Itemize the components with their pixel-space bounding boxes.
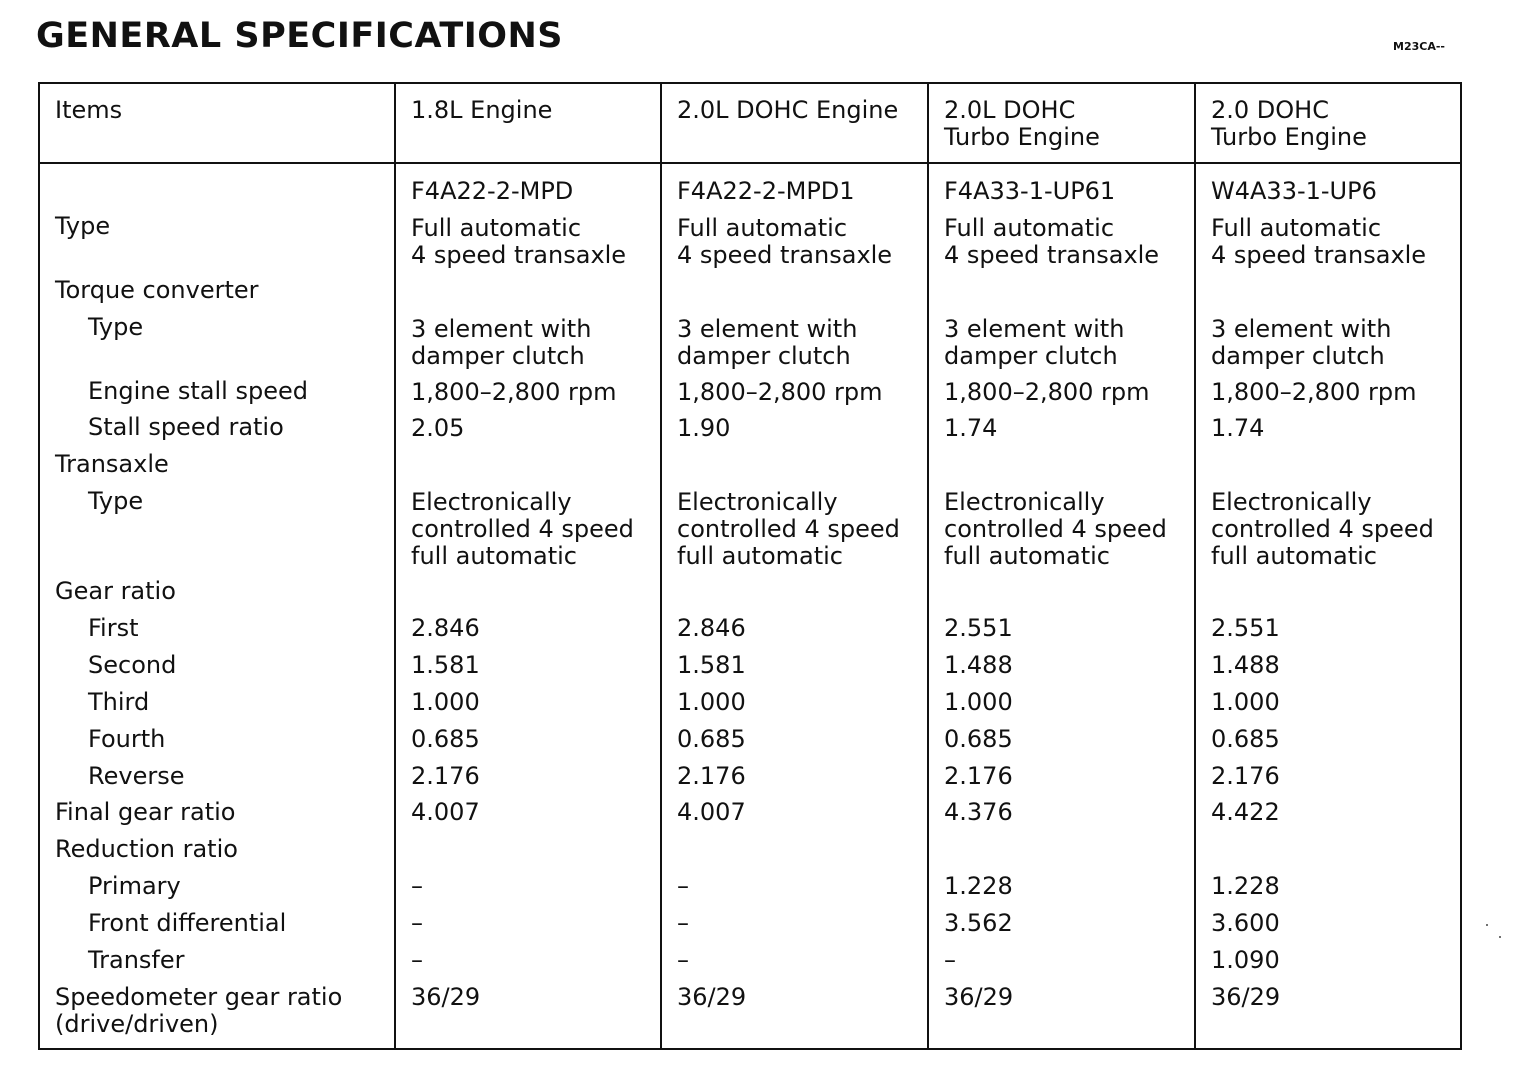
cell-type: Full automatic 4 speed transaxle	[411, 214, 627, 269]
cell-first: 2.551	[1211, 614, 1280, 642]
cell-type: Full automatic 4 speed transaxle	[944, 214, 1160, 269]
model-code: F4A22-2-MPD	[411, 177, 574, 205]
cell-primary: –	[411, 872, 423, 900]
header-items: Items	[55, 96, 123, 124]
cell-final-gear: 4.422	[1211, 798, 1280, 826]
cell-tc-type: 3 element with damper clutch	[677, 315, 858, 370]
page-title: GENERAL SPECIFICATIONS	[36, 16, 563, 56]
cell-transfer: 1.090	[1211, 946, 1280, 974]
cell-tx-type: Electronically controlled 4 speed full automatic	[944, 488, 1167, 570]
cell-second: 1.488	[1211, 651, 1280, 679]
cell-tc-type: 3 element with damper clutch	[1211, 315, 1392, 370]
header-col-3: 2.0L DOHC Turbo Engine	[944, 96, 1100, 151]
model-code: F4A33-1-UP61	[944, 177, 1116, 205]
cell-stall-ratio: 1.74	[944, 414, 998, 442]
cell-fourth: 0.685	[677, 725, 746, 753]
cell-fourth: 0.685	[411, 725, 480, 753]
row-label-type: Type	[55, 212, 111, 240]
row-label-reverse: Reverse	[88, 762, 185, 790]
row-label-tx-type: Type	[88, 487, 144, 515]
row-label-transaxle: Transaxle	[55, 450, 169, 478]
cell-primary: –	[677, 872, 689, 900]
cell-type: Full automatic 4 speed transaxle	[1211, 214, 1427, 269]
header-col-4: 2.0 DOHC Turbo Engine	[1211, 96, 1367, 151]
cell-transfer: –	[411, 946, 423, 974]
row-label-stall-speed: Engine stall speed	[88, 377, 308, 405]
cell-reverse: 2.176	[411, 762, 480, 790]
cell-speedometer: 36/29	[1211, 983, 1281, 1011]
cell-first: 2.846	[411, 614, 480, 642]
cell-final-gear: 4.007	[411, 798, 480, 826]
cell-front-differential: –	[411, 909, 423, 937]
header-col-2: 2.0L DOHC Engine	[677, 96, 899, 124]
row-label-reduction: Reduction ratio	[55, 835, 238, 863]
scan-speck	[1486, 924, 1488, 926]
cell-reverse: 2.176	[1211, 762, 1280, 790]
cell-tx-type: Electronically controlled 4 speed full automatic	[411, 488, 634, 570]
cell-transfer: –	[944, 946, 956, 974]
cell-stall-speed: 1,800–2,800 rpm	[411, 378, 617, 406]
cell-stall-ratio: 1.74	[1211, 414, 1265, 442]
cell-front-differential: 3.562	[944, 909, 1013, 937]
model-code: F4A22-2-MPD1	[677, 177, 855, 205]
cell-stall-speed: 1,800–2,800 rpm	[1211, 378, 1417, 406]
cell-second: 1.581	[677, 651, 746, 679]
cell-fourth: 0.685	[1211, 725, 1280, 753]
row-label-fourth: Fourth	[88, 725, 166, 753]
cell-stall-speed: 1,800–2,800 rpm	[944, 378, 1150, 406]
row-label-front-differential: Front differential	[88, 909, 287, 937]
cell-stall-ratio: 1.90	[677, 414, 731, 442]
cell-speedometer: 36/29	[677, 983, 747, 1011]
cell-third: 1.000	[677, 688, 746, 716]
header-col-1: 1.8L Engine	[411, 96, 553, 124]
row-label-stall-ratio: Stall speed ratio	[88, 413, 284, 441]
cell-first: 2.846	[677, 614, 746, 642]
cell-third: 1.000	[411, 688, 480, 716]
row-label-final-gear: Final gear ratio	[55, 798, 236, 826]
cell-speedometer: 36/29	[944, 983, 1014, 1011]
cell-tc-type: 3 element with damper clutch	[944, 315, 1125, 370]
column-divider	[927, 84, 929, 1048]
cell-fourth: 0.685	[944, 725, 1013, 753]
column-divider	[1194, 84, 1196, 1048]
spec-table	[38, 82, 1462, 1050]
cell-final-gear: 4.007	[677, 798, 746, 826]
cell-front-differential: 3.600	[1211, 909, 1280, 937]
cell-second: 1.488	[944, 651, 1013, 679]
cell-transfer: –	[677, 946, 689, 974]
cell-first: 2.551	[944, 614, 1013, 642]
cell-reverse: 2.176	[677, 762, 746, 790]
row-label-second: Second	[88, 651, 177, 679]
row-label-transfer: Transfer	[88, 946, 185, 974]
cell-stall-speed: 1,800–2,800 rpm	[677, 378, 883, 406]
cell-tx-type: Electronically controlled 4 speed full automatic	[677, 488, 900, 570]
cell-final-gear: 4.376	[944, 798, 1013, 826]
model-code: W4A33-1-UP6	[1211, 177, 1377, 205]
row-label-torque-converter: Torque converter	[55, 276, 259, 304]
cell-speedometer: 36/29	[411, 983, 481, 1011]
row-label-speedometer: Speedometer gear ratio (drive/driven)	[55, 983, 343, 1038]
cell-tc-type: 3 element with damper clutch	[411, 315, 592, 370]
cell-tx-type: Electronically controlled 4 speed full automatic	[1211, 488, 1434, 570]
cell-third: 1.000	[1211, 688, 1280, 716]
row-label-third: Third	[88, 688, 150, 716]
header-divider	[40, 162, 1460, 164]
cell-primary: 1.228	[944, 872, 1013, 900]
cell-stall-ratio: 2.05	[411, 414, 465, 442]
cell-third: 1.000	[944, 688, 1013, 716]
scan-speck	[1499, 936, 1501, 938]
cell-primary: 1.228	[1211, 872, 1280, 900]
row-label-first: First	[88, 614, 139, 642]
row-label-primary: Primary	[88, 872, 181, 900]
row-label-gear-ratio: Gear ratio	[55, 577, 176, 605]
cell-front-differential: –	[677, 909, 689, 937]
row-label-tc-type: Type	[88, 313, 144, 341]
document-code: M23CA--	[1393, 40, 1445, 53]
cell-type: Full automatic 4 speed transaxle	[677, 214, 893, 269]
column-divider	[394, 84, 396, 1048]
cell-reverse: 2.176	[944, 762, 1013, 790]
column-divider	[660, 84, 662, 1048]
cell-second: 1.581	[411, 651, 480, 679]
